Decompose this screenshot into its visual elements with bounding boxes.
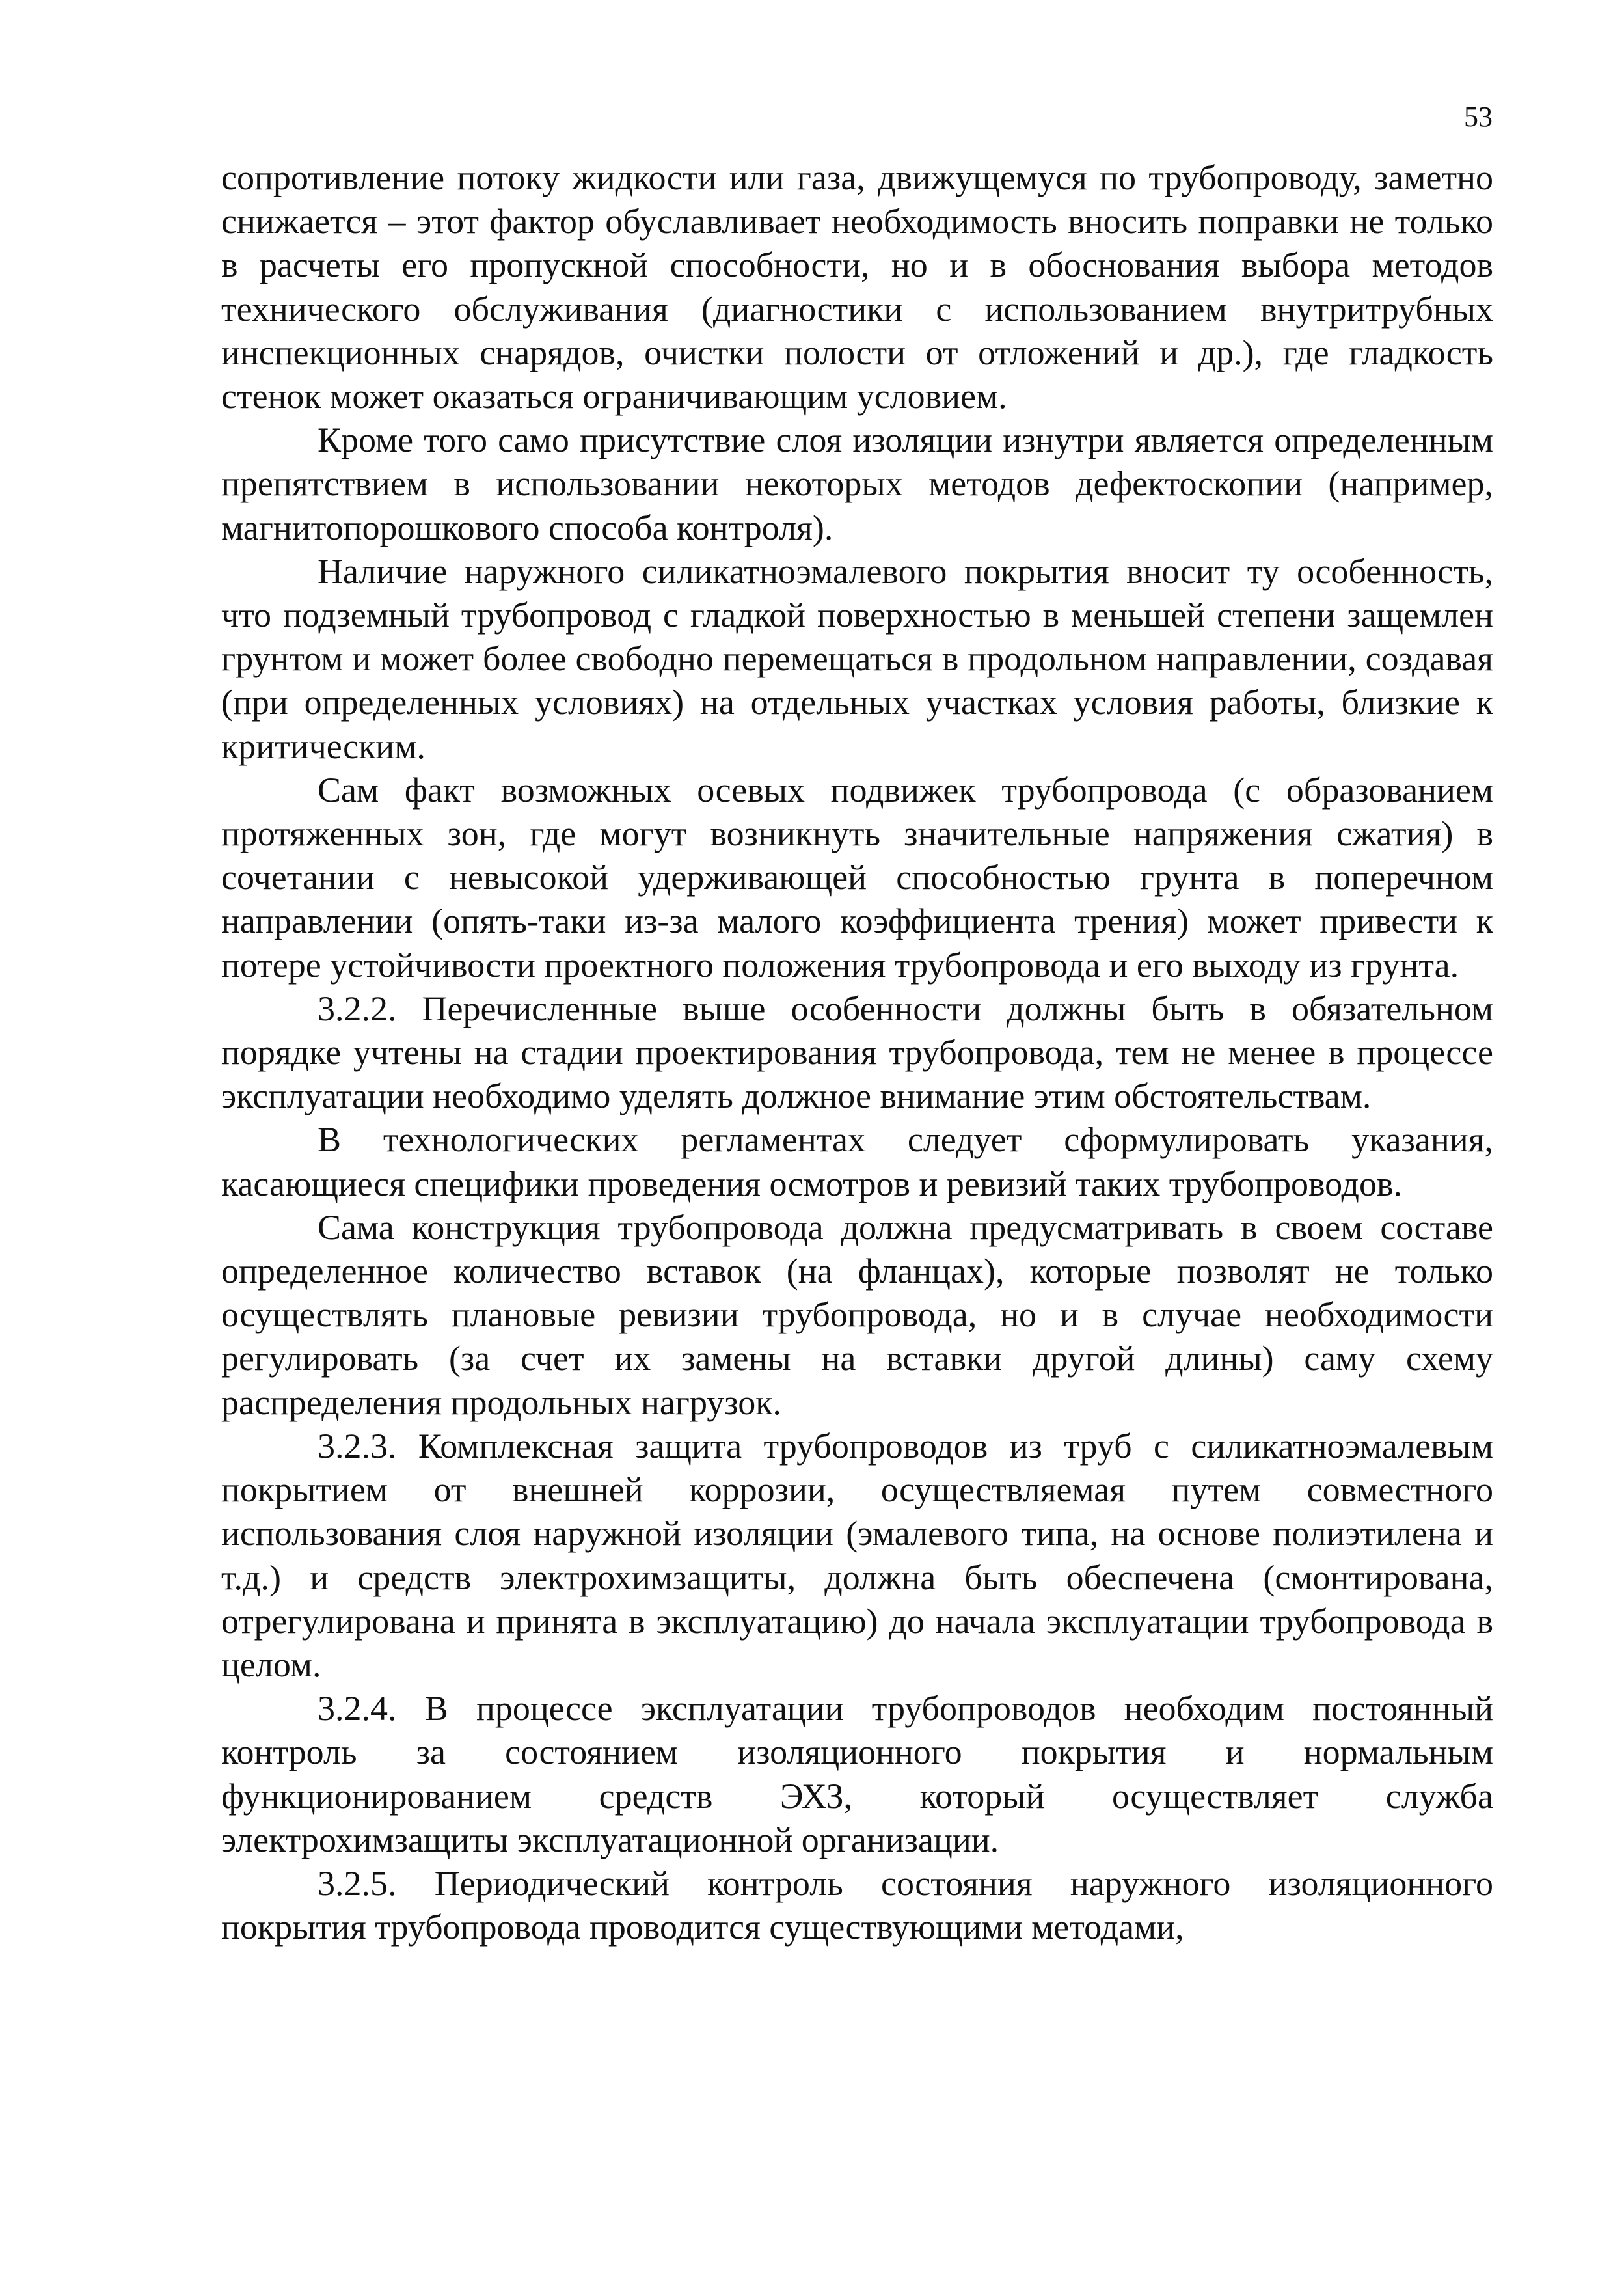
paragraph-7: Сама конструкция трубопровода должна предусматривать в своем составе определенное количество вставок (на фланцах), которые позволят не только осуществлять плановые ревизии трубопровода, но и в случае необходимости регулировать (за счет их замены на вставки другой длины) саму схему распределения продольных нагрузок.: [221, 1207, 1493, 1422]
paragraph-8: 3.2.3. Комплексная защита трубопроводов из труб с силикатноэмалевым покрытием от внешней коррозии, осуществляемая путем совместного использования слоя наружной изоляции (эмалевого типа, на основе полиэтилена и т.д.) и средств электрохимзащиты, должна быть обеспечена (смонтирована, отрегулирована и принята в эксплуатацию) до начала эксплуатации трубопровода в целом.: [221, 1426, 1493, 1684]
paragraph-6: В технологических регламентах следует сформулировать указания, касающиеся специфики проведения осмотров и ревизий таких трубопроводов.: [221, 1120, 1493, 1203]
document-body: [221, 156, 1493, 1949]
paragraph-1: сопротивление потоку жидкости или газа, движущемуся по трубопроводу, заметно снижается – этот фактор обуславливает необходимость вносить поправки не только в расчеты его пропускной способности, но и в обоснования выбора методов технического обслуживания (диагностики с использованием внутритрубных инспекционных снарядов, очистки полости от отложений и др.), где гладкость стенок может оказаться ограничивающим условием.: [221, 158, 1493, 417]
paragraph-2: Кроме того само присутствие слоя изоляции изнутри является определенным препятствием в использовании некоторых методов дефектоскопии (например, магнитопорошкового способа контроля).: [221, 420, 1493, 547]
paragraph-5: 3.2.2. Перечисленные выше особенности должны быть в обязательном порядке учтены на стадии проектирования трубопровода, тем не менее в процессе эксплуатации необходимо уделять должное внимание этим обстоятельствам.: [221, 989, 1493, 1116]
paragraph-9: 3.2.4. В процессе эксплуатации трубопроводов необходим постоянный контроль за состоянием изоляционного покрытия и нормальным функционированием средств ЭХЗ, который осуществляет служба электрохимзащиты эксплуатационной организации.: [221, 1689, 1493, 1859]
paragraph-4: Сам факт возможных осевых подвижек трубопровода (с образованием протяженных зон, где могут возникнуть значительные напряжения сжатия) в сочетании с невысокой удерживающей способностью грунта в поперечном направлении (опять-таки из-за малого коэффициента трения) может привести к потере устойчивости проектного положения трубопровода и его выходу из грунта.: [221, 770, 1493, 985]
paragraph-3: Наличие наружного силикатноэмалевого покрытия вносит ту особенность, что подземный трубопровод с гладкой поверхностью в меньшей степени защемлен грунтом и может более свободно перемещаться в продольном направлении, создавая (при определенных условиях) на отдельных участках условия работы, близкие к критическим.: [221, 551, 1493, 766]
paragraph-10: 3.2.5. Периодический контроль состояния наружного изоляционного покрытия трубопровода проводится существующими методами,: [221, 1863, 1493, 1947]
page-number: 53: [1464, 101, 1493, 133]
